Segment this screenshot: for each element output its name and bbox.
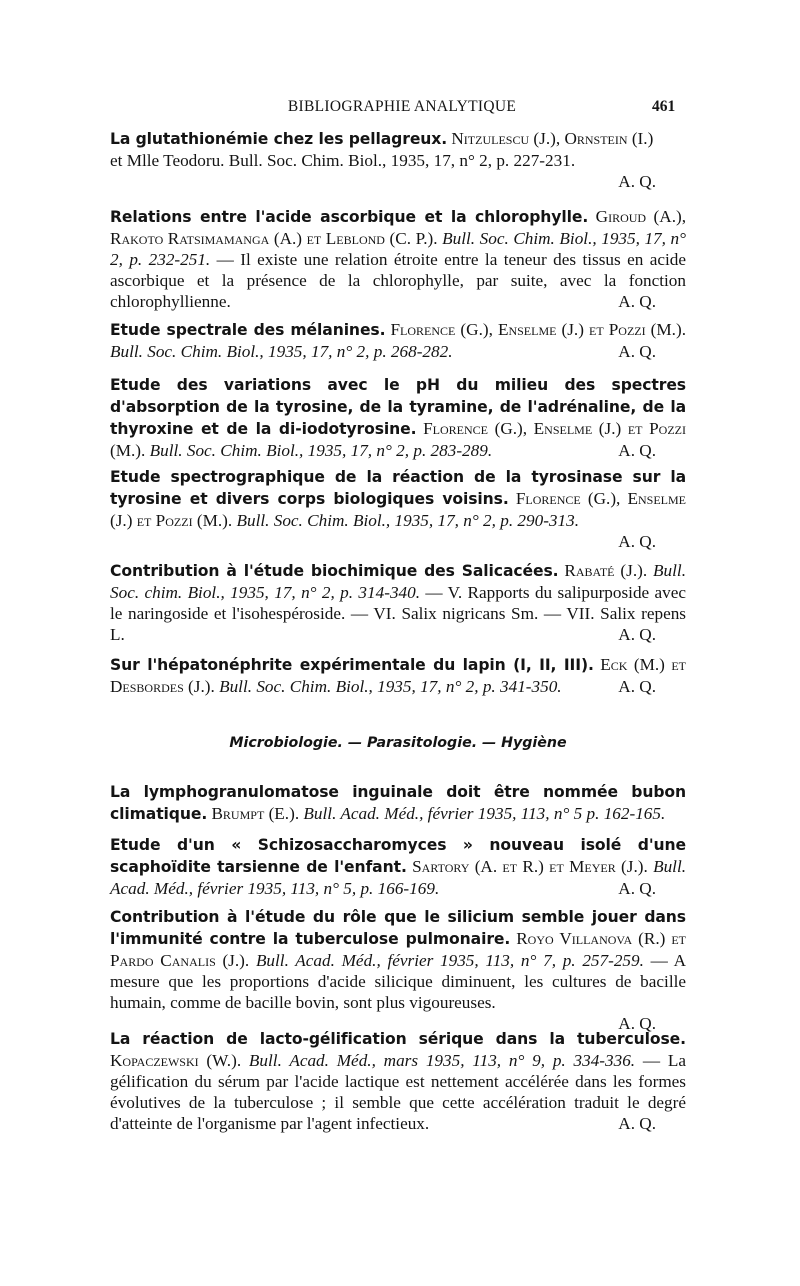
entry-title: Sur l'hépatonéphrite expérimentale du lapin (I, II, III). [110, 656, 594, 674]
entry-signature: A. Q. [618, 532, 656, 551]
entry-signature: A. Q. [618, 342, 656, 361]
bibliography-entry [110, 128, 686, 192]
bibliography-entry [110, 1028, 686, 1134]
entry-title: Relations entre l'acide ascorbique et la chlorophylle. [110, 208, 589, 226]
bibliography-entry [110, 834, 686, 899]
entry-authors: Sartory (A. et R.) et Meyer (J.). [412, 857, 648, 876]
entry-signature: A. Q. [618, 1014, 656, 1033]
section-heading: Microbiologie. — Parasitologie. — Hygiène [229, 735, 567, 751]
entry-title: La lymphogranulomatose inguinale doit être nommée bubon climatique. [110, 783, 686, 823]
bibliography-entry [110, 560, 686, 645]
bibliography-entry [110, 781, 686, 825]
bibliography-entry [110, 374, 686, 461]
entry-reference: Bull. Soc. Chim. Biol., 1935, 17, n° 2, p. 268-282. [110, 342, 453, 361]
entry-authors: Royo Villanova (R.) et Pardo Canalis (J.). [110, 929, 687, 970]
entry-reference: Bull. Soc. Chim. Biol., 1935, 17, n° 2, p. 283-289. [149, 441, 493, 460]
entry-signature: A. Q. [618, 677, 656, 696]
bibliography-entry [110, 319, 686, 362]
bibliography-entry [110, 466, 686, 552]
entry-reference: Bull. Acad. Méd., mars 1935, 113, n° 9, p. 334-336. [248, 1051, 636, 1070]
page-header [0, 96, 800, 120]
entry-authors: Eck (M.) et Desbordes (J.). [110, 655, 687, 696]
entry-authors: Giroud (A.), Rakoto Ratsimamanga (A.) et Leblond (C. P.). [110, 207, 687, 248]
page-number: 461 [652, 98, 676, 115]
entry-reference: Bull. Soc. chim. Biol., 1935, 17, n° 2, p. 314-340. [110, 561, 686, 602]
entry-signature: A. Q. [618, 879, 656, 898]
entry-title: Etude des variations avec le pH du milieu des spectres d'absorption de la tyrosine, de la tyramine, de l'adrénaline, de la thyroxine et de la di-iodotyrosine. [110, 376, 686, 438]
running-title: BIBLIOGRAPHIE ANALYTIQUE [287, 98, 517, 115]
entry-title: Contribution à l'étude du rôle que le silicium semble jouer dans l'immunité contre la tuberculose pulmonaire. [110, 908, 686, 948]
entry-authors: Rabaté (J.). [564, 561, 648, 580]
entry-reference: Bull. Soc. Chim. Biol., 1935, 17, n° 2, p. 341-350. [219, 677, 562, 696]
bibliography-entry [110, 654, 686, 697]
entry-signature: A. Q. [618, 292, 656, 311]
entry-reference: Bull. Soc. Chim. Biol., 1935, 17, n° 2, p. 290-313. [236, 511, 579, 530]
entry-reference: Bull. Acad. Méd., février 1935, 113, n° 7, p. 257-259. [255, 951, 644, 970]
entry-line [110, 128, 686, 150]
entry-title: Etude d'un « Schizosaccharomyces » nouveau isolé d'une scaphoïdite tarsienne de l'enfant. [110, 836, 686, 876]
entry-authors: Florence (G.), Enselme (J.) et Pozzi (M.). [110, 419, 686, 460]
entry-authors: Florence (G.), Enselme (J.) et Pozzi (M.). [110, 489, 686, 530]
entry-title: Etude spectrographique de la réaction de la tyrosinase sur la tyrosine et divers corps biologiques voisins. [110, 468, 686, 508]
entry-title: La réaction de lacto-gélification sérique dans la tuberculose. [110, 1030, 686, 1048]
entry-signature: A. Q. [618, 1114, 656, 1133]
entry-abstract: — A mesure que les proportions d'acide silicique diminuent, les cultures de bacille humain, comme de bacille bovin, sont plus vigoureuses. [110, 951, 687, 1012]
entry-authors: Nitzulescu (J.), Ornstein (I.) [451, 129, 654, 148]
entry-reference: Bull. Acad. Méd., février 1935, 113, n° 5, p. 166-169. [110, 857, 687, 898]
entry-signature: A. Q. [618, 172, 656, 191]
entry-reference: et Mlle Teodoru. Bull. Soc. Chim. Biol., 1935, 17, n° 2, p. 227-231. [110, 151, 576, 170]
entry-signature: A. Q. [618, 625, 656, 644]
bibliography-entry [110, 906, 686, 1034]
entry-authors: Florence (G.), Enselme (J.) et Pozzi (M.). [390, 320, 686, 339]
entry-reference: Bull. Acad. Méd., février 1935, 113, n° 5 p. 162-165. [303, 804, 666, 823]
entry-authors: Brumpt (E.). [211, 804, 300, 823]
entry-signature: A. Q. [618, 441, 656, 460]
bibliography-entry [110, 206, 686, 312]
entry-abstract: — Il existe une relation étroite entre la teneur des tissus en acide ascorbique et la présence de la chlorophylle, par suite, avec la fonction chlorophyllienne. [110, 250, 686, 311]
entry-abstract: — V. Rapports du salipurposide avec le naringoside et l'isohespéroside. — VI. Salix nigricans Sm. — VII. Salix repens L. [110, 583, 687, 644]
entry-title: Contribution à l'étude biochimique des Salicacées. [110, 562, 559, 580]
entry-title: La glutathionémie chez les pellagreux. [110, 130, 448, 148]
entry-title: Etude spectrale des mélanines. [110, 321, 386, 339]
entry-reference: Bull. Soc. Chim. Biol., 1935, 17, n° 2, p. 232-251. [110, 229, 686, 269]
entry-abstract: — La gélification du sérum par l'acide lactique est nettement accélérée dans les formes évolutives de la tuberculose ; il semble que cette accélération traduit le degré d'atteinte de l'organisme par l'agent infectieux. [110, 1051, 686, 1133]
entry-authors: Kopaczewski (W.). [110, 1051, 242, 1070]
